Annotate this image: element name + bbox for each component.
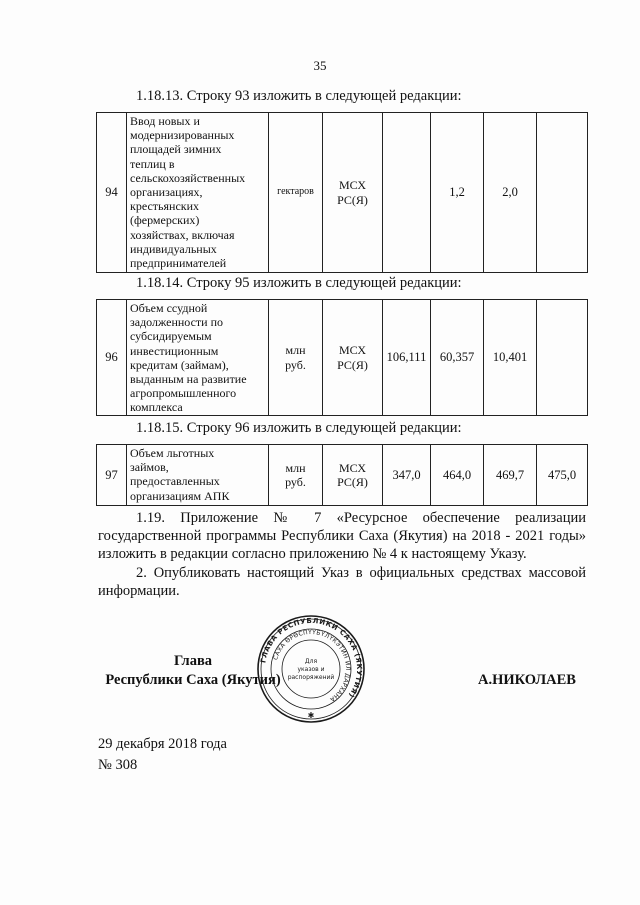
table-row-97 [96, 444, 588, 506]
row-value-2: 464,0 [431, 445, 484, 506]
row-value-4: 475,0 [537, 445, 588, 506]
row-unit: гектаров [269, 113, 323, 273]
row-value-4 [537, 113, 588, 273]
row-value-1 [383, 113, 431, 273]
row-value-1: 106,111 [383, 300, 431, 416]
row-value-2: 60,357 [431, 300, 484, 416]
seal-center-line-3: распоряжений [287, 674, 335, 681]
seal-center-line-1: Для [304, 658, 318, 665]
seal-center-line-2: указов и [297, 666, 325, 673]
paragraph-2: 2. Опубликовать настоящий Указ в официальных средствах массовой информации. [98, 565, 586, 599]
row-value-4 [537, 300, 588, 416]
row-responsible: МСХ РС(Я) [323, 113, 383, 273]
row-responsible: МСХ РС(Я) [323, 300, 383, 416]
decree-number: № 308 [98, 757, 138, 773]
row-description: Ввод новых и модернизированных площадей зимних теплиц в сельскохозяйственных организациях, крестьянских (фермерских) хозяйствах, включая индивидуальных предпринимателей [127, 113, 269, 273]
row-value-1: 347,0 [383, 445, 431, 506]
row-value-3: 2,0 [484, 113, 537, 273]
seal-outer-text: ГЛАВА РЕСПУБЛИКИ САХА (ЯКУТИЯ) [259, 616, 364, 700]
row-description: Объем льготных займов, предоставленных организациям АПК [127, 445, 269, 506]
row-value-3: 469,7 [484, 445, 537, 506]
row-description: Объем ссудной задолженности по субсидируемым инвестиционным кредитам (займам), выданным на развитие агропромышленного комплекса [127, 300, 269, 416]
decree-date: 29 декабря 2018 года [98, 736, 227, 752]
paragraph-1-19: 1.19. Приложение № 7 «Ресурсное обеспечение реализации государственной программы Республики Саха (Якутия) на 2018 - 2021 годы» изложить в редакции согласно приложению № 4 к настоящему Указу. [98, 510, 586, 562]
section-heading-1-18-13: 1.18.13. Строку 93 изложить в следующей редакции: [136, 88, 462, 104]
table-row-94 [96, 112, 588, 273]
page-number: 35 [313, 58, 327, 73]
official-seal [256, 614, 366, 724]
row-unit: млн руб. [269, 300, 323, 416]
row-unit: млн руб. [269, 445, 323, 506]
section-heading-1-18-15: 1.18.15. Строку 96 изложить в следующей редакции: [136, 420, 462, 436]
section-heading-1-18-14: 1.18.14. Строку 95 изложить в следующей редакции: [136, 275, 462, 291]
seal-star-icon: ✱ [307, 711, 315, 720]
signature-name: А.НИКОЛАЕВ [478, 672, 576, 688]
row-number: 97 [97, 445, 127, 506]
row-responsible: МСХ РС(Я) [323, 445, 383, 506]
table-row-96 [96, 299, 588, 416]
signature-title: Глава Республики Саха (Якутия) [105, 653, 281, 688]
row-value-3: 10,401 [484, 300, 537, 416]
row-value-2: 1,2 [431, 113, 484, 273]
seal-inner-text: САХА ӨРӨСПҮҮБҮЛҮКЭТИН ИЛ ДАРХАНА [272, 628, 352, 703]
row-number: 96 [97, 300, 127, 416]
row-number: 94 [97, 113, 127, 273]
